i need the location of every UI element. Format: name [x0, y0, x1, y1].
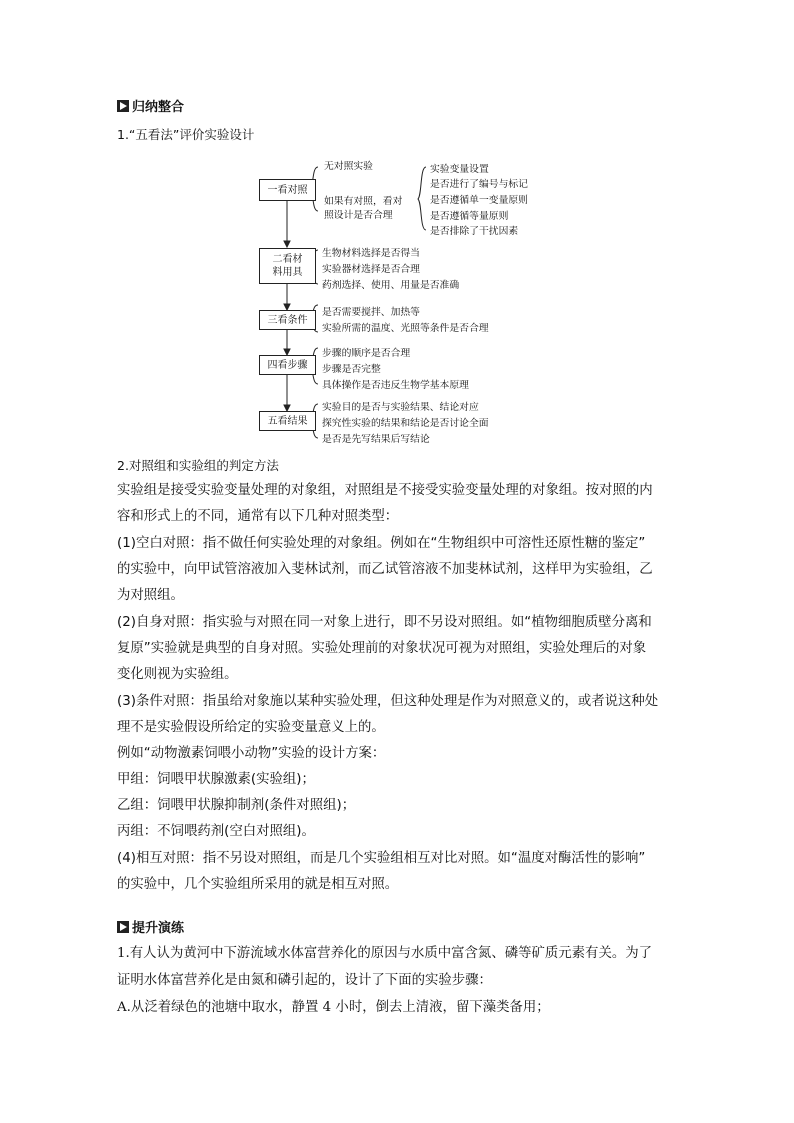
body-line: 容和形式上的不同，通常有以下几种对照类型： — [117, 509, 399, 524]
body-line: 理不是实验假设所给定的实验变量意义上的。 — [117, 720, 385, 735]
box2-item: 药剂选择、使用、用量是否准确 — [322, 280, 460, 291]
box3-item: 是否需要搅拌、加热等 — [322, 307, 420, 318]
body-line: 例如“动物激素饲喂小动物”实验的设计方案： — [117, 746, 386, 761]
box1-sub-item: 是否遵循等量原则 — [430, 211, 509, 222]
body-line: 丙组：不饲喂药剂(空白对照组)。 — [117, 824, 315, 839]
play-triangle-icon — [117, 921, 129, 933]
box-look-materials — [259, 248, 316, 284]
section-title: 归纳整合 — [132, 100, 185, 115]
diagram-connectors — [0, 0, 794, 460]
box4-item: 具体操作是否违反生物学基本原理 — [322, 380, 469, 391]
box1-branch-no-control: 无对照实验 — [324, 161, 373, 172]
body-line: 实验组是接受实验变量处理的对象组，对照组是不接受实验变量处理的对象组。按对照的内 — [117, 483, 653, 498]
box2-line1: 二看材 — [272, 254, 303, 265]
body-line: (1)空白对照：指不做任何实验处理的对象组。例如在“生物组织中可溶性还原性糖的鉴定” — [117, 536, 646, 551]
box2-item: 生物材料选择是否得当 — [322, 248, 420, 259]
question-line: 1.有人认为黄河中下游流域水体富营养化的原因与水质中富含氮、磷等矿质元素有关。为了 — [117, 946, 653, 961]
box1-sub-item: 是否排除了干扰因素 — [430, 226, 519, 237]
box5-item: 实验目的是否与实验结果、结论对应 — [322, 402, 479, 413]
section-heading-practice — [117, 917, 184, 936]
section-title: 提升演练 — [132, 921, 185, 936]
box-look-steps: 四看步骤 — [259, 355, 316, 375]
body-line: 复原”实验就是典型的自身对照。实验处理前的对象状况可视为对照组，实验处理后的对象 — [117, 641, 647, 656]
box-look-conditions: 三看条件 — [259, 310, 316, 330]
box5-item: 探究性实验的结果和结论是否讨论全面 — [322, 418, 489, 429]
body-line: 的实验中，向甲试管溶液加入斐林试剂，而乙试管溶液不加斐林试剂，这样甲为实验组，乙 — [117, 562, 653, 577]
box1-sub-item: 是否遵循单一变量原则 — [430, 195, 528, 206]
item1-title: 1.“五看法”评价实验设计 — [117, 127, 255, 142]
box4-item: 步骤的顺序是否合理 — [322, 348, 411, 359]
box3-item: 实验所需的温度、光照等条件是否合理 — [322, 323, 489, 334]
box-look-results: 五看结果 — [259, 411, 316, 431]
body-line: (2)自身对照：指实验与对照在同一对象上进行，即不另设对照组。如“植物细胞质壁分离和 — [117, 615, 652, 630]
box4-item: 步骤是否完整 — [322, 364, 381, 375]
item2-title: 2.对照组和实验组的判定方法 — [117, 458, 279, 473]
box2-line2: 料用具 — [272, 267, 303, 278]
body-line: (3)条件对照：指虽给对象施以某种实验处理，但这种处理是作为对照意义的，或者说这种处 — [117, 694, 659, 709]
box5-item: 是否是先写结果后写结论 — [322, 434, 430, 445]
body-line: 乙组：饲喂甲状腺抑制剂(条件对照组)； — [117, 798, 356, 813]
box1-sub-item: 是否进行了编号与标记 — [430, 179, 528, 190]
body-line: 为对照组。 — [117, 588, 184, 603]
body-line: 甲组：饲喂甲状腺激素(实验组)； — [117, 772, 315, 787]
body-line: 变化则视为实验组。 — [117, 667, 238, 682]
box1-sub-item: 实验变量设置 — [430, 164, 489, 175]
box1-branch-has-control-1: 如果有对照，看对 — [324, 196, 403, 207]
question-line: A.从泛着绿色的池塘中取水，静置 4 小时，倒去上清液，留下藻类备用； — [117, 1000, 550, 1015]
box2-item: 实验器材选择是否合理 — [322, 264, 420, 275]
box-look-control: 一看对照 — [259, 179, 316, 201]
box1-branch-has-control-2: 照设计是否合理 — [324, 210, 393, 221]
body-line: (4)相互对照：指不另设对照组，而是几个实验组相互对比对照。如“温度对酶活性的影响” — [117, 851, 646, 866]
arrowhead-1-2 — [284, 241, 290, 247]
question-line: 证明水体富营养化是由氮和磷引起的，设计了下面的实验步骤： — [117, 973, 492, 988]
brace-1-sub — [418, 167, 426, 230]
body-line: 的实验中，几个实验组所采用的就是相互对照。 — [117, 877, 399, 892]
